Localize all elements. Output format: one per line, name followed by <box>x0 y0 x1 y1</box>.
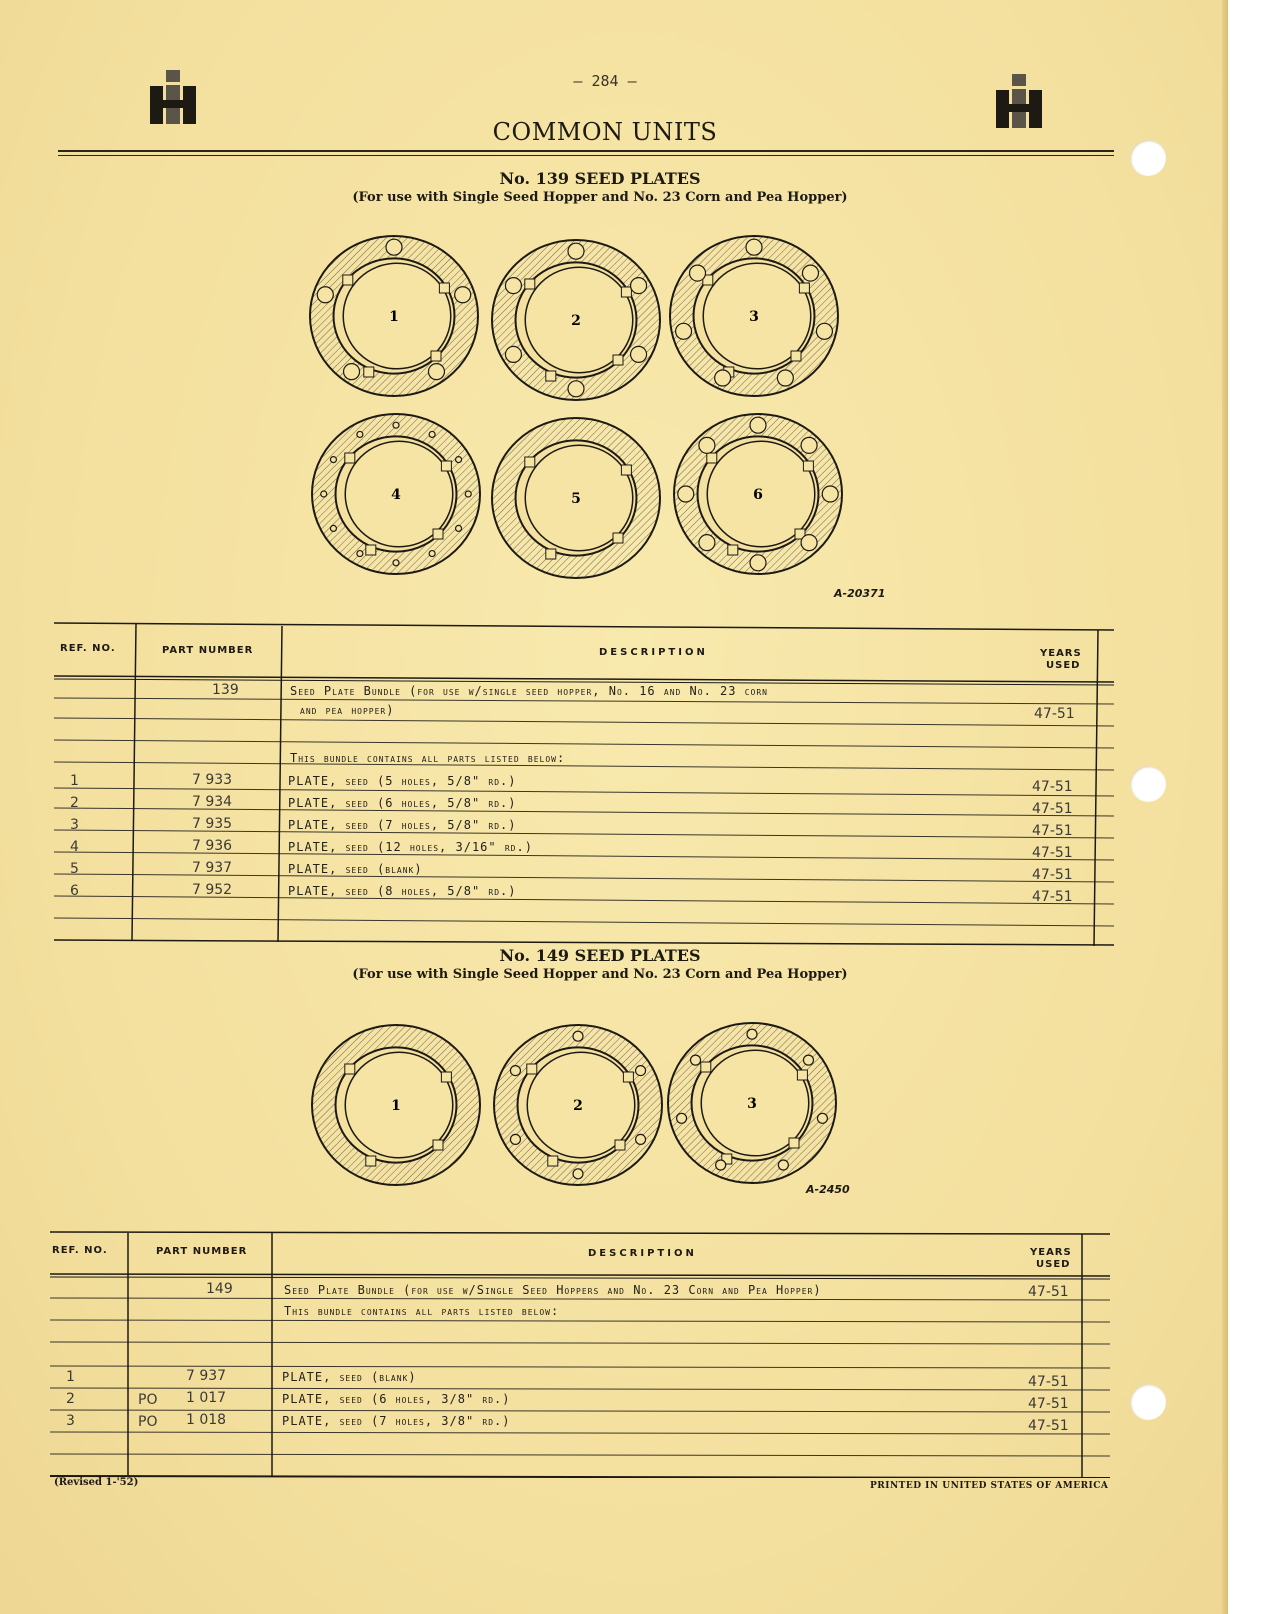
seed-hole <box>568 381 584 397</box>
plate-notch <box>548 1156 558 1166</box>
plate-notch <box>621 287 631 297</box>
column-header-used: USED <box>1046 660 1081 671</box>
plate-notch <box>525 279 535 289</box>
table-grid <box>50 1228 1110 1478</box>
plate-number: 2 <box>573 1098 583 1114</box>
seed-hole <box>822 486 838 502</box>
years-cell: 47-51 <box>1032 889 1073 905</box>
table-grid <box>54 620 1114 960</box>
seed-hole <box>746 239 762 255</box>
plate-notch <box>439 283 449 293</box>
ref-cell: 6 <box>70 883 79 899</box>
plate-notch <box>433 1140 443 1150</box>
seed-plate <box>670 236 838 396</box>
plate-number: 2 <box>571 313 581 329</box>
seed-hole <box>357 551 363 557</box>
seed-hole <box>386 239 402 255</box>
plate-notch <box>707 453 717 463</box>
seed-hole <box>803 1055 813 1065</box>
seed-hole <box>636 1066 646 1076</box>
seed-hole <box>456 457 462 463</box>
figure-label: A-20371 <box>834 587 886 600</box>
part-number-cell: 7 937 <box>192 860 233 876</box>
part-number-cell: 7 933 <box>192 772 233 788</box>
revision-note: (Revised 1-'52) <box>54 1477 139 1488</box>
column-header-used: USED <box>1036 1259 1071 1270</box>
column-header-description: DESCRIPTION <box>599 647 708 658</box>
page-margin <box>1228 0 1262 1614</box>
description-cell: PLATE, seed (blank) <box>288 862 423 876</box>
seed-plate <box>494 1025 662 1185</box>
plate-notch <box>803 461 813 471</box>
plate-notch <box>366 1156 376 1166</box>
column-header-part: PART NUMBER <box>162 645 254 656</box>
seed-hole <box>636 1134 646 1144</box>
column-header-description: DESCRIPTION <box>588 1248 697 1259</box>
seed-hole <box>456 525 462 531</box>
seed-plate <box>492 418 660 578</box>
seed-hole <box>465 491 471 497</box>
parts-table <box>50 1228 1110 1478</box>
seed-plate <box>312 1025 480 1185</box>
plate-notch <box>799 283 809 293</box>
part-number-cell: 7 937 <box>186 1368 227 1384</box>
seed-hole <box>778 1160 788 1170</box>
seed-hole <box>505 346 521 362</box>
part-prefix-cell: PO <box>138 1392 158 1408</box>
seed-hole <box>801 535 817 551</box>
seed-hole <box>573 1031 583 1041</box>
ref-cell: 2 <box>66 1391 75 1407</box>
years-cell: 47-51 <box>1034 706 1075 722</box>
section-title: No. 149 SEED PLATES <box>499 946 701 965</box>
plate-number: 3 <box>747 1096 757 1112</box>
plate-notch <box>728 545 738 555</box>
seed-hole <box>716 1160 726 1170</box>
ref-cell: 5 <box>70 861 79 877</box>
title-rule <box>58 150 1114 152</box>
seed-hole <box>455 287 471 303</box>
seed-hole <box>429 551 435 557</box>
seed-hole <box>817 1113 827 1123</box>
plate-notch <box>613 533 623 543</box>
plate-number: 4 <box>391 487 401 503</box>
seed-hole <box>568 243 584 259</box>
seed-hole <box>631 346 647 362</box>
column-header-years: YEARS <box>1040 648 1082 659</box>
ref-cell: 2 <box>70 795 79 811</box>
description-cell: PLATE, seed (7 holes, 5/8" rd.) <box>288 818 517 832</box>
seed-hole <box>677 1113 687 1123</box>
description-cell: PLATE, seed (8 holes, 5/8" rd.) <box>288 884 517 898</box>
seed-hole <box>676 323 692 339</box>
seed-hole <box>330 525 336 531</box>
ref-cell: 1 <box>70 773 79 789</box>
description-cell: Seed Plate Bundle (for use w/Single Seed Hoppers and No. 23 Corn and Pea Hopper) <box>284 1283 822 1297</box>
years-cell: 47-51 <box>1032 845 1073 861</box>
seed-hole <box>357 431 363 437</box>
plate-number: 5 <box>571 491 581 507</box>
seed-hole <box>510 1066 520 1076</box>
seed-hole <box>699 535 715 551</box>
description-cell: PLATE, seed (12 holes, 3/16" rd.) <box>288 840 533 854</box>
plate-number: 6 <box>753 487 763 503</box>
part-number-cell: 1 018 <box>186 1412 227 1428</box>
plate-notch <box>789 1138 799 1148</box>
printed-note: PRINTED IN UNITED STATES OF AMERICA <box>870 1481 1109 1491</box>
ref-cell: 1 <box>66 1369 75 1385</box>
column-header-years: YEARS <box>1030 1247 1072 1258</box>
years-cell: 47-51 <box>1028 1396 1069 1412</box>
figure-label: A-2450 <box>806 1183 850 1196</box>
plate-notch <box>623 1072 633 1082</box>
plate-notch <box>797 1070 807 1080</box>
ref-cell: 4 <box>70 839 79 855</box>
part-number-cell: 7 936 <box>192 838 233 854</box>
seed-hole <box>777 370 793 386</box>
years-cell: 47-51 <box>1028 1284 1069 1300</box>
description-cell: PLATE, seed (blank) <box>282 1370 417 1384</box>
seed-plate <box>492 240 660 400</box>
description-cell: and pea hopper) <box>300 703 395 717</box>
plate-notch <box>364 367 374 377</box>
ref-cell: 3 <box>70 817 79 833</box>
seed-hole <box>573 1169 583 1179</box>
plate-notch <box>525 457 535 467</box>
description-cell: PLATE, seed (5 holes, 5/8" rd.) <box>288 774 517 788</box>
seed-hole <box>428 364 444 380</box>
plate-number: 1 <box>391 1098 401 1114</box>
description-cell: Seed Plate Bundle (for use w/single seed hopper, No. 16 and No. 23 corn <box>290 684 768 698</box>
seed-hole <box>330 457 336 463</box>
seed-hole <box>750 417 766 433</box>
plate-notch <box>343 275 353 285</box>
seed-hole <box>801 437 817 453</box>
seed-plates-figure <box>310 236 870 596</box>
seed-hole <box>750 555 766 571</box>
seed-hole <box>699 437 715 453</box>
part-number-cell: 149 <box>206 1281 233 1297</box>
seed-hole <box>317 287 333 303</box>
part-number-cell: 7 934 <box>192 794 233 810</box>
plate-number: 1 <box>389 309 399 325</box>
seed-plates-figure <box>310 1015 870 1205</box>
description-cell: PLATE, seed (7 holes, 3/8" rd.) <box>282 1414 511 1428</box>
seed-hole <box>678 486 694 502</box>
seed-hole <box>429 431 435 437</box>
plate-notch <box>433 529 443 539</box>
years-cell: 47-51 <box>1028 1418 1069 1434</box>
section-title: No. 139 SEED PLATES <box>499 169 701 188</box>
plate-notch <box>441 1072 451 1082</box>
part-number-cell: 7 952 <box>192 882 233 898</box>
seed-plate <box>312 414 480 574</box>
description-cell: PLATE, seed (6 holes, 3/8" rd.) <box>282 1392 511 1406</box>
part-number-cell: 139 <box>212 682 239 698</box>
plate-notch <box>366 545 376 555</box>
years-cell: 47-51 <box>1032 823 1073 839</box>
seed-hole <box>802 265 818 281</box>
section-subtitle: (For use with Single Seed Hopper and No. 23 Corn and Pea Hopper) <box>352 967 848 982</box>
seed-hole <box>344 364 360 380</box>
ref-cell: 3 <box>66 1413 75 1429</box>
seed-hole <box>393 422 399 428</box>
plate-notch <box>345 1064 355 1074</box>
seed-hole <box>393 560 399 566</box>
column-header-ref: REF. NO. <box>52 1245 108 1256</box>
plate-notch <box>345 453 355 463</box>
seed-hole <box>715 370 731 386</box>
plate-notch <box>621 465 631 475</box>
column-header-part: PART NUMBER <box>156 1246 248 1257</box>
column-header-ref: REF. NO. <box>60 643 116 654</box>
bundle-note: This bundle contains all parts listed below: <box>284 1304 560 1318</box>
title-rule <box>58 155 1114 156</box>
seed-plate <box>310 236 478 396</box>
years-cell: 47-51 <box>1032 779 1073 795</box>
seed-plate <box>668 1023 836 1183</box>
plate-number: 3 <box>749 309 759 325</box>
plate-notch <box>791 351 801 361</box>
seed-hole <box>747 1029 757 1039</box>
page-number: — 284 — <box>573 72 637 90</box>
plate-notch <box>701 1062 711 1072</box>
years-cell: 47-51 <box>1028 1374 1069 1390</box>
seed-hole <box>510 1134 520 1144</box>
bundle-note: This bundle contains all parts listed below: <box>290 751 566 765</box>
description-cell: PLATE, seed (6 holes, 5/8" rd.) <box>288 796 517 810</box>
seed-hole <box>505 278 521 294</box>
section-subtitle: (For use with Single Seed Hopper and No. 23 Corn and Pea Hopper) <box>352 190 848 205</box>
punch-hole <box>1130 766 1166 802</box>
plate-notch <box>527 1064 537 1074</box>
seed-plate <box>674 414 842 574</box>
part-number-cell: 1 017 <box>186 1390 227 1406</box>
punch-hole <box>1130 1384 1166 1420</box>
part-prefix-cell: PO <box>138 1414 158 1430</box>
plate-notch <box>615 1140 625 1150</box>
years-cell: 47-51 <box>1032 867 1073 883</box>
plate-notch <box>441 461 451 471</box>
plate-notch <box>546 371 556 381</box>
seed-hole <box>691 1055 701 1065</box>
plate-notch <box>431 351 441 361</box>
plate-notch <box>613 355 623 365</box>
seed-hole <box>816 323 832 339</box>
plate-notch <box>546 549 556 559</box>
parts-table <box>54 620 1114 960</box>
seed-hole <box>690 265 706 281</box>
part-number-cell: 7 935 <box>192 816 233 832</box>
page-title: COMMON UNITS <box>492 118 718 146</box>
years-cell: 47-51 <box>1032 801 1073 817</box>
seed-hole <box>631 278 647 294</box>
seed-hole <box>321 491 327 497</box>
